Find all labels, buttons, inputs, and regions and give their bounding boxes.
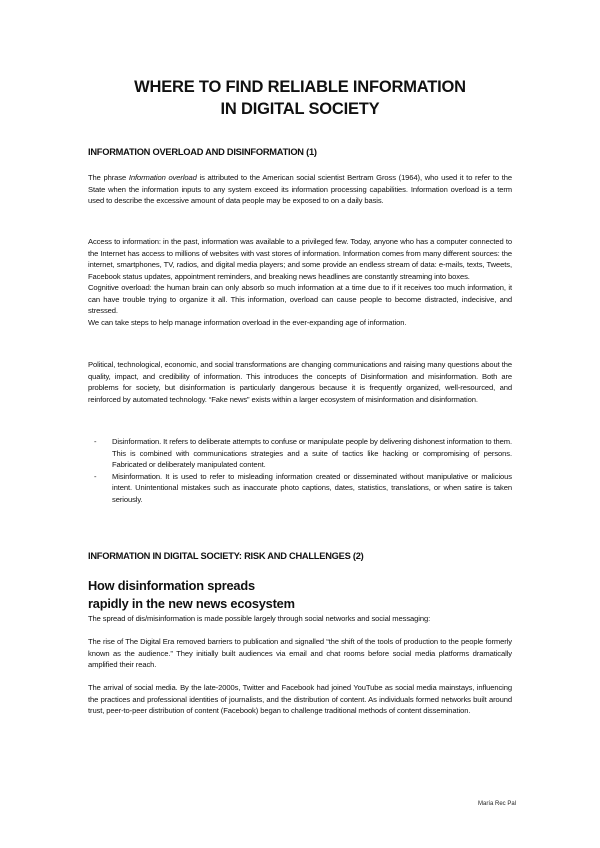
- section1-intro: [88, 172, 512, 218]
- digital-era-paragraph: The rise of The Digital Era removed barriers to publication and signalled “the shift of the tools of production to the people formerly known as the audience.” They initially built audiences via email and chat rooms before social media platforms dramatically amplified their reach.: [88, 637, 512, 669]
- subheading-line1: How disinformation spreads: [88, 578, 255, 593]
- information-overload-paragraph: The phrase Information overload is attributed to the American social scientist Bertram Gross (1964), who used it to refer to the State when the information inputs to any system exceed its information processing capabilities. Information overload is a term used to describe the excessive amount of data people may be exposed to on a daily basis.: [88, 173, 512, 205]
- list-item: [88, 436, 512, 471]
- list-item: [88, 471, 512, 506]
- spread-paragraph: The spread of dis/misinformation is made possible largely through social networks and social messaging:: [88, 614, 431, 623]
- disinformation-definition: Disinformation. It refers to deliberate attempts to confuse or manipulate people by delivering dishonest information to them. This is combined with communications strategies and a suite of tactics like hacking or compromising of persons. Fabricated or deliberately manipulated content.: [112, 437, 512, 469]
- access-paragraph: Access to information: in the past, information was available to a privileged few. Today, anyone who has a computer connected to the Internet has access to millions of websites with vast stores of information. Information comes from many different sources: the internet, smartphones, TV, radios, and digital media players; and some provide an endless stream of data: e-mails, texts, Tweets, Facebook status updates, appointment reminders, and breaking news headlines are constantly streaming into boxes.: [88, 237, 512, 281]
- term-italic: Information overload: [128, 173, 197, 182]
- section1-transformations: [88, 359, 512, 417]
- cognitive-paragraph: Cognitive overload: the human brain can only absorb so much information at a time due to if it receives too much information, it can have trouble trying to organize it all. This information, overload can cause people to become distracted, indecisive, and stressed.: [88, 283, 512, 315]
- steps-paragraph: We can take steps to help manage information overload in the ever-expanding age of information.: [88, 317, 407, 327]
- section1-body: [88, 236, 512, 340]
- social-media-paragraph: The arrival of social media. By the late-2000s, Twitter and Facebook had joined YouTube as social media mainstays, influencing the practices and professional identities of journalists, and the distribution of content. As individuals formed networks built around trust, peer-to-peer distribution of content (Facebook) began to challenge traditional methods of content dissemination.: [88, 683, 512, 715]
- bullet-dash: -: [94, 437, 97, 446]
- definitions-list: [88, 436, 512, 505]
- author-footer: María Rec Pal: [478, 801, 517, 807]
- document-title-line2: IN DIGITAL SOCIETY: [220, 100, 380, 118]
- subheading-line2: rapidly in the new news ecosystem: [88, 596, 295, 611]
- transformations-paragraph: Political, technological, economic, and social transformations are changing communications and raising many questions about the quality, impact, and credibility of information. This introduces the concepts of Disinformation and misinformation. Both are problems for society, but disinformation is particularly dangerous because it is frequently organized, well-resourced, and reinforced by automated technology. “Fake news” exists within a larger ecosystem of misinformation and disinformation.: [88, 360, 512, 404]
- document-title-line1: WHERE TO FIND RELIABLE INFORMATION: [134, 78, 466, 96]
- section2-body: [88, 613, 512, 728]
- misinformation-definition: Misinformation. It is used to refer to misleading information created or disseminated without manipulative or malicious intent. Unintentional mistakes such as inaccurate photo captions, dates, statistics, translations, or when satire is taken seriously.: [112, 471, 512, 504]
- section2-heading: INFORMATION IN DIGITAL SOCIETY: RISK AND CHALLENGES (2): [88, 551, 364, 561]
- section1-heading: INFORMATION OVERLOAD AND DISINFORMATION (1): [88, 147, 317, 157]
- bullet-dash: -: [94, 471, 97, 481]
